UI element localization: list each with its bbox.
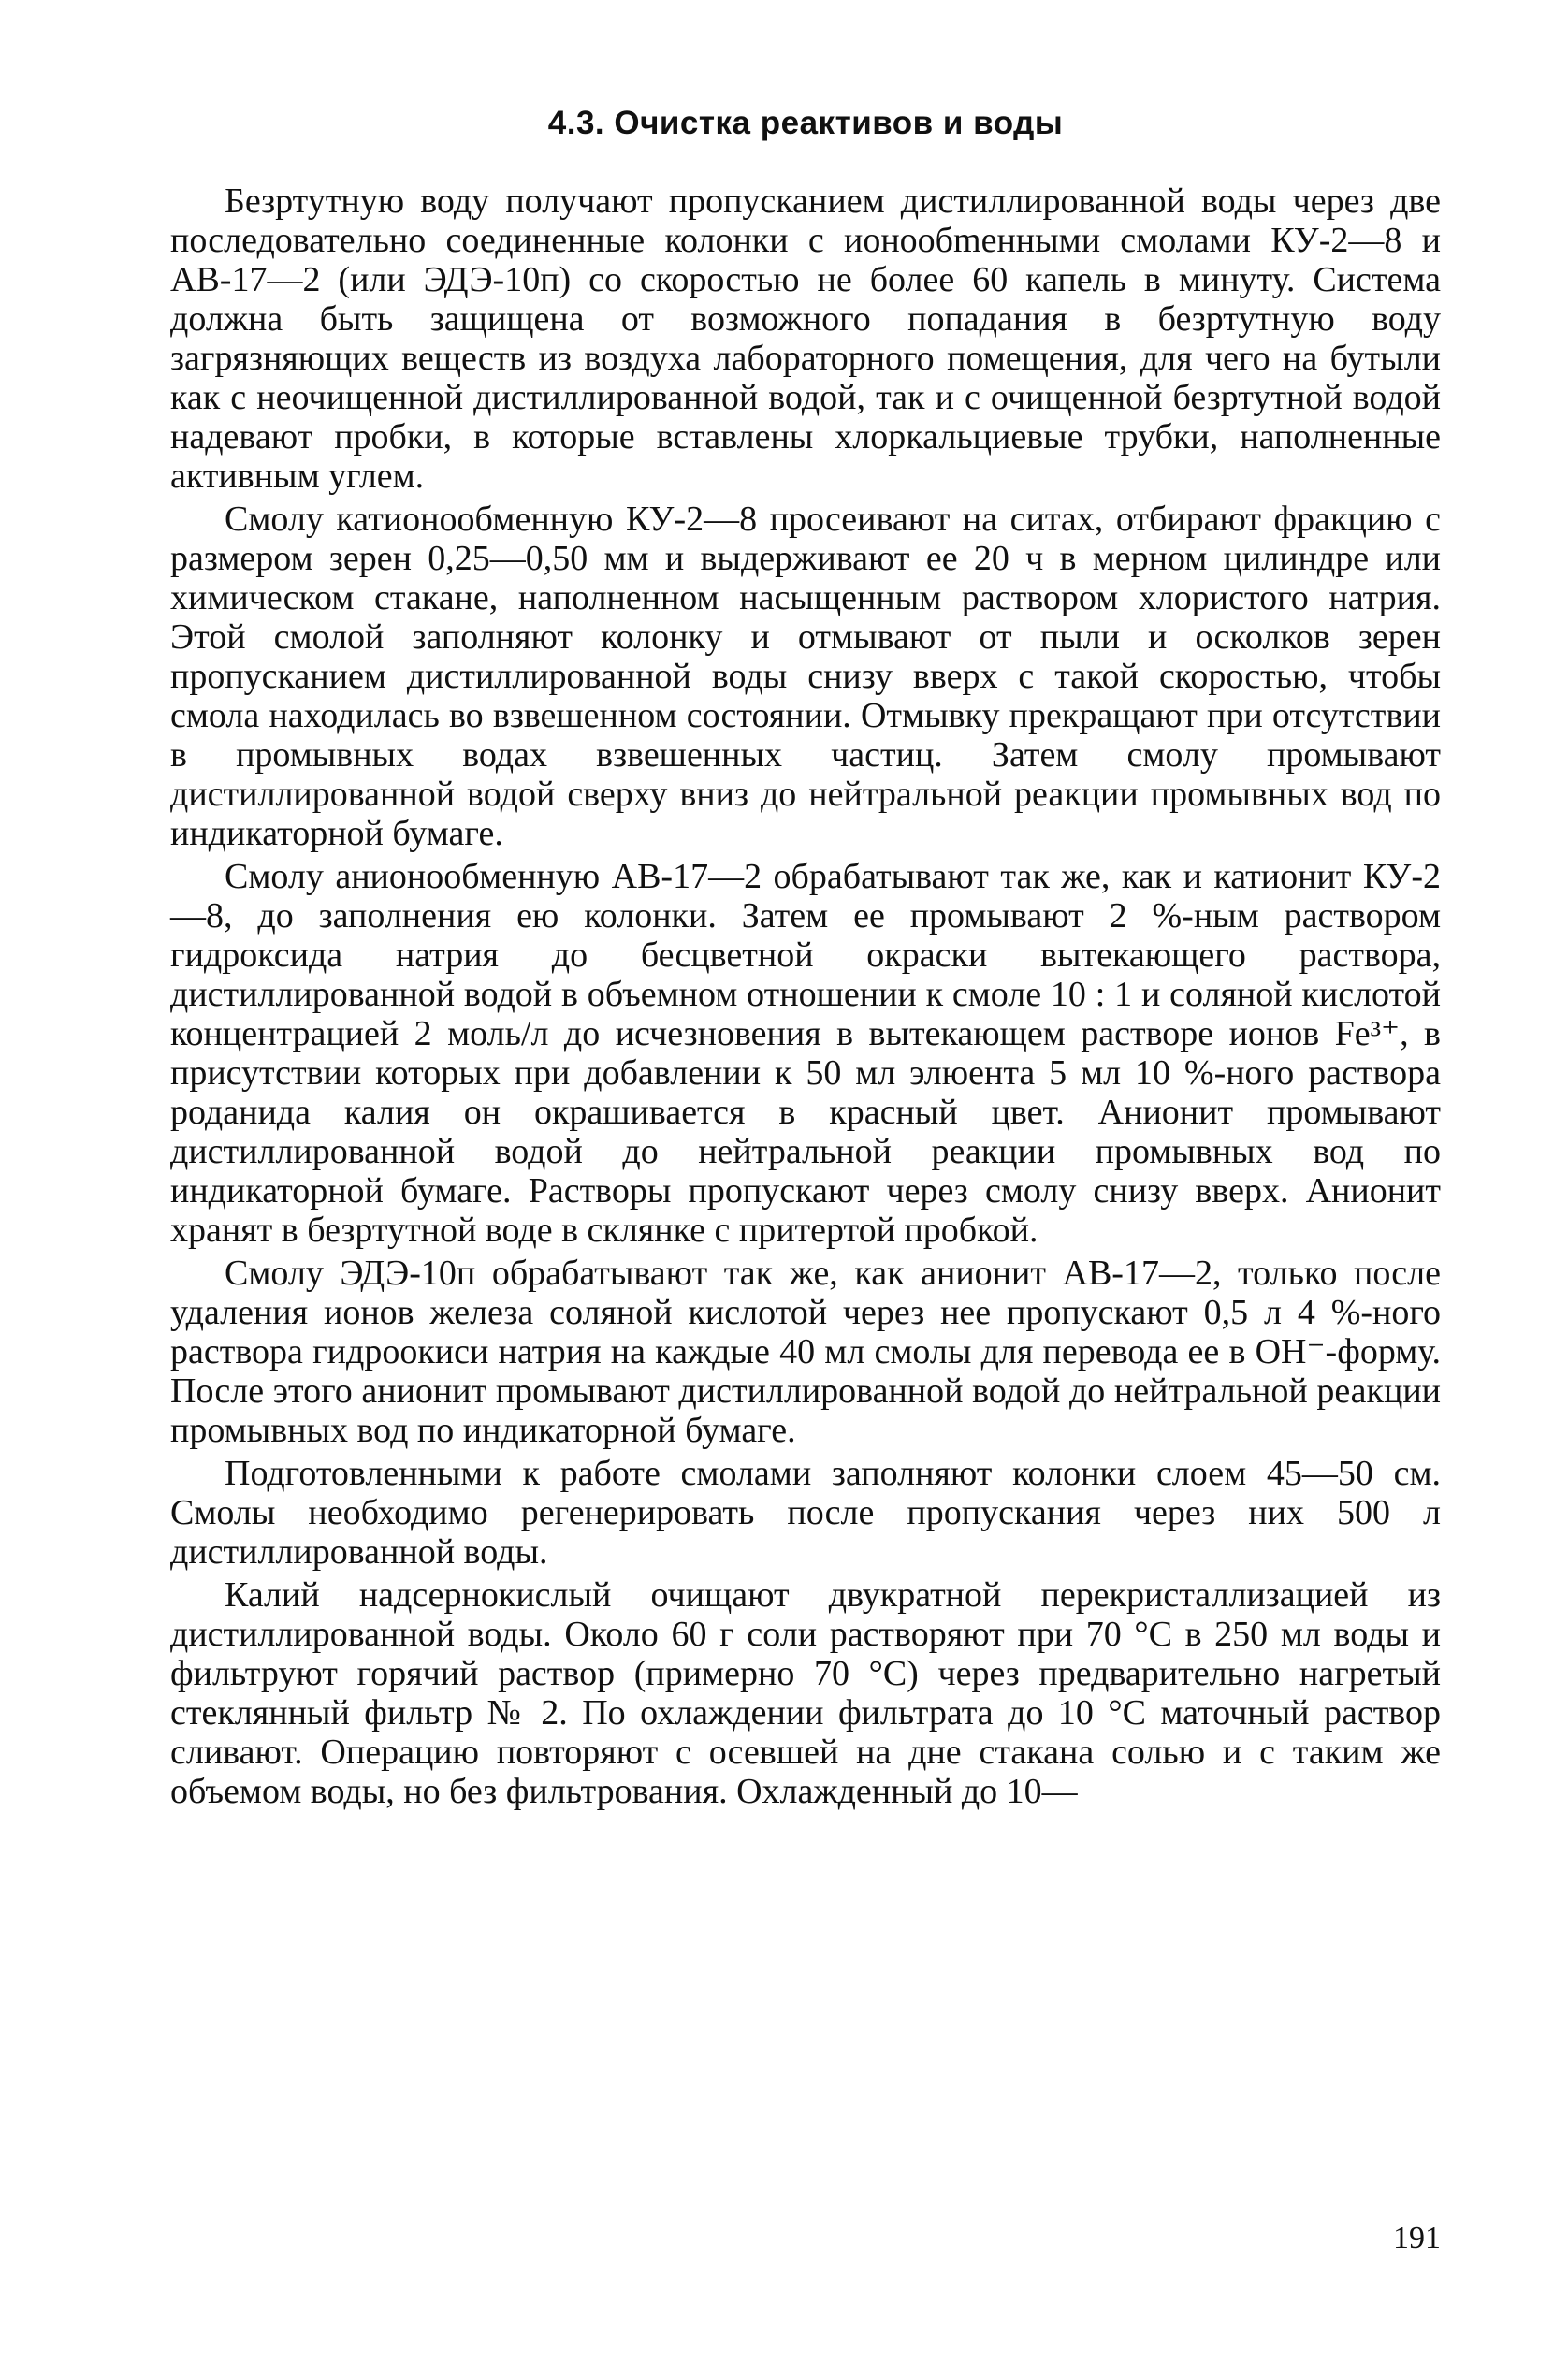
paragraph-ede-resin: Смолу ЭДЭ-10п обрабатывают так же, как анионит АВ-17—2, только после удаления ионов железа соляной кислотой через нее пропускают 0,5 л 4 %-ного раствора гидроокиси натрия на каждые 40 мл смолы для перевода ее в ОН⁻-форму. После этого анионит промывают дистиллированной водой до нейтральной реакции промывных вод по индикаторной бумаге.	[170, 1254, 1441, 1450]
paragraph-column-filling: Подготовленными к работе смолами заполняют колонки слоем 45—50 см. Смолы необходимо регенерировать после пропускания через них 500 л дистиллированной воды.	[170, 1454, 1441, 1572]
paragraph-cation-resin: Смолу катионообменную КУ-2—8 просеивают на ситах, отбирают фракцию с размером зерен 0,25—0,50 мм и выдерживают ее 20 ч в мерном цилиндре или химическом стакане, наполненном насыщенным раствором хлористого натрия. Этой смолой заполняют колонку и отмывают от пыли и осколков зерен пропусканием дистиллированной воды снизу вверх с такой скоростью, чтобы смола находилась во взвешенном состоянии. Отмывку прекращают при отсутствии в промывных водах взвешенных частиц. Затем смолу промывают дистиллированной водой сверху вниз до нейтральной реакции промывных вод по индикаторной бумаге.	[170, 500, 1441, 853]
section-heading: 4.3. Очистка реактивов и воды	[547, 105, 1064, 141]
page-body	[170, 105, 1441, 1811]
paragraph-potassium-persulfate: Калий надсернокислый очищают двукратной перекристаллизацией из дистиллированной воды. Около 60 г соли растворяют при 70 °С в 250 мл воды и фильтруют горячий раствор (примерно 70 °С) через предварительно нагретый стеклянный фильтр № 2. По охлаждении фильтрата до 10 °С маточный раствор сливают. Операцию повторяют с осевшей на дне стакана солью и с таким же объемом воды, но без фильтрования. Охлажденный до 10—	[170, 1575, 1441, 1811]
paragraph-anion-resin: Смолу анионообменную АВ-17—2 обрабатывают так же, как и катионит КУ-2—8, до заполнения ею колонки. Затем ее промывают 2 %-ным раствором гидроксида натрия до бесцветной окраски вытекающего раствора, дистиллированной водой в объемном отношении к смоле 10 : 1 и соляной кислотой концентрацией 2 моль/л до исчезновения в вытекающем растворе ионов Fe³⁺, в присутствии которых при добавлении к 50 мл элюента 5 мл 10 %-ного раствора роданида калия он окрашивается в красный цвет. Анионит промывают дистиллированной водой до нейтральной реакции промывных вод по индикаторной бумаге. Растворы пропускают через смолу снизу вверх. Анионит хранят в безртутной воде в склянке с притертой пробкой.	[170, 857, 1441, 1250]
page-number: 191	[1393, 2221, 1441, 2255]
paragraph-deionized-water: Безртутную воду получают пропусканием дистиллированной воды через две последовательно соединенные колонки с ионообmенными смолами КУ-2—8 и АВ-17—2 (или ЭДЭ-10п) со скоростью не более 60 капель в минуту. Система должна быть защищена от возможного попадания в безртутную воду загрязняющих веществ из воздуха лабораторного помещения, для чего на бутыли как с неочищенной дистиллированной водой, так и с очищенной безртутной водой надевают пробки, в которые вставлены хлоркальциевые трубки, наполненные активным углем.	[170, 181, 1441, 496]
